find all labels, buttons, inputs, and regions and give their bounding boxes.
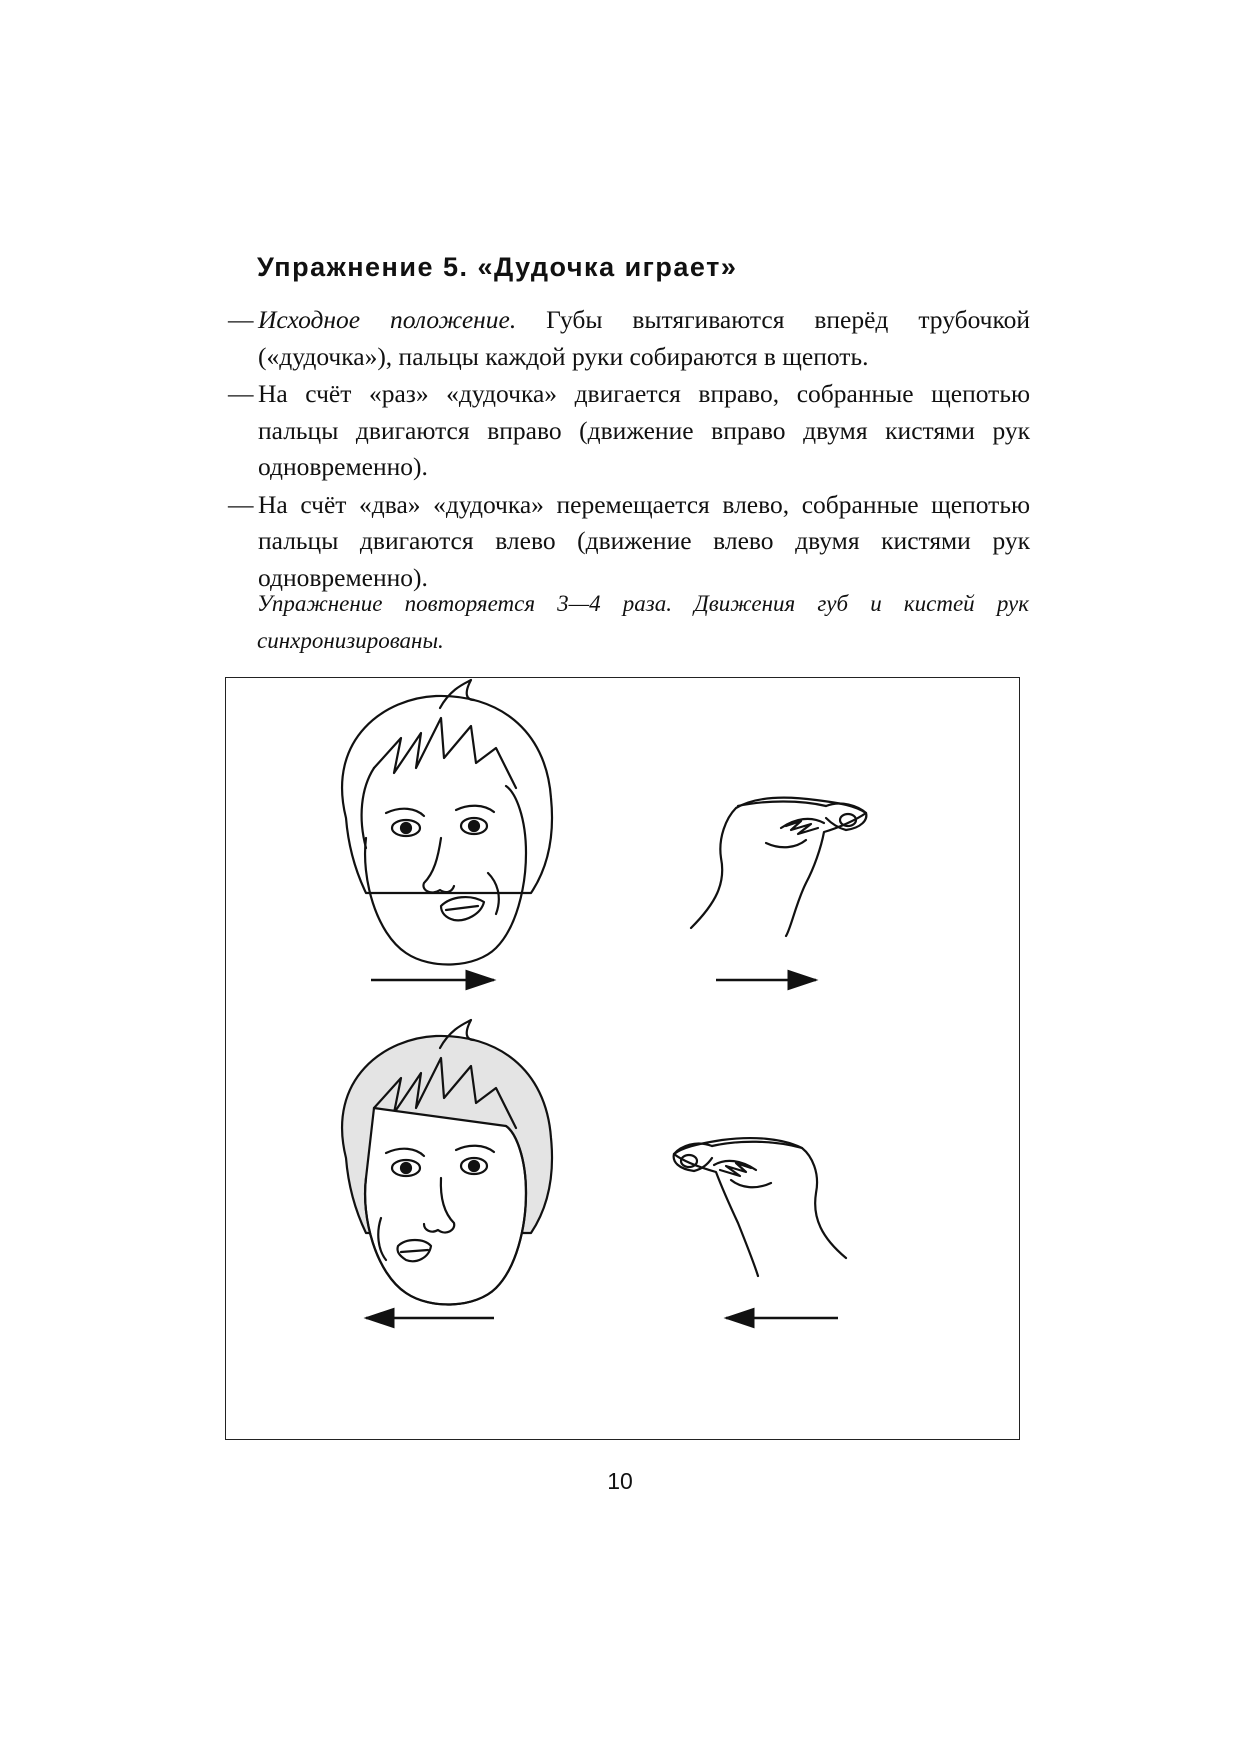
instruction-text: Губы вытягиваются вперёд трубочкой («дудочка»), пальцы каждой руки собираются в щепоть.	[258, 305, 1030, 371]
exercise-illustration	[226, 678, 1021, 1441]
instruction-text: На счёт «раз» «дудочка» двигается вправо, собранные щепотью пальцы двигаются вправо (движение вправо двумя кистями рук одновременно).	[258, 379, 1030, 481]
face-lips-left	[342, 1020, 552, 1304]
dash-marker: —	[228, 305, 254, 334]
instruction-list	[228, 302, 1030, 597]
exercise-title: Упражнение 5. «Дудочка играет»	[257, 252, 738, 282]
page-number: 10	[607, 1468, 633, 1494]
dash-marker: —	[228, 379, 254, 408]
face-lips-right	[342, 680, 552, 964]
hand-pinch-right	[691, 798, 866, 936]
instruction-item-one	[228, 376, 1030, 486]
instruction-item-two	[228, 487, 1030, 597]
hand-pinch-left	[674, 1138, 846, 1276]
dash-marker: —	[228, 489, 254, 519]
instruction-text: На счёт «два» «дудочка» перемещается влево, собранные щепотью пальцы двигаются влево (движение влево двумя кистями рук одновременно).	[258, 489, 1030, 592]
repeat-note: Упражнение повторяется 3—4 раза. Движения губ и кистей рук синхронизированы.	[257, 591, 1029, 653]
instruction-lead: Исходное положение.	[258, 305, 517, 334]
illustration-frame	[225, 677, 1020, 1440]
instruction-item-start	[228, 302, 1030, 375]
